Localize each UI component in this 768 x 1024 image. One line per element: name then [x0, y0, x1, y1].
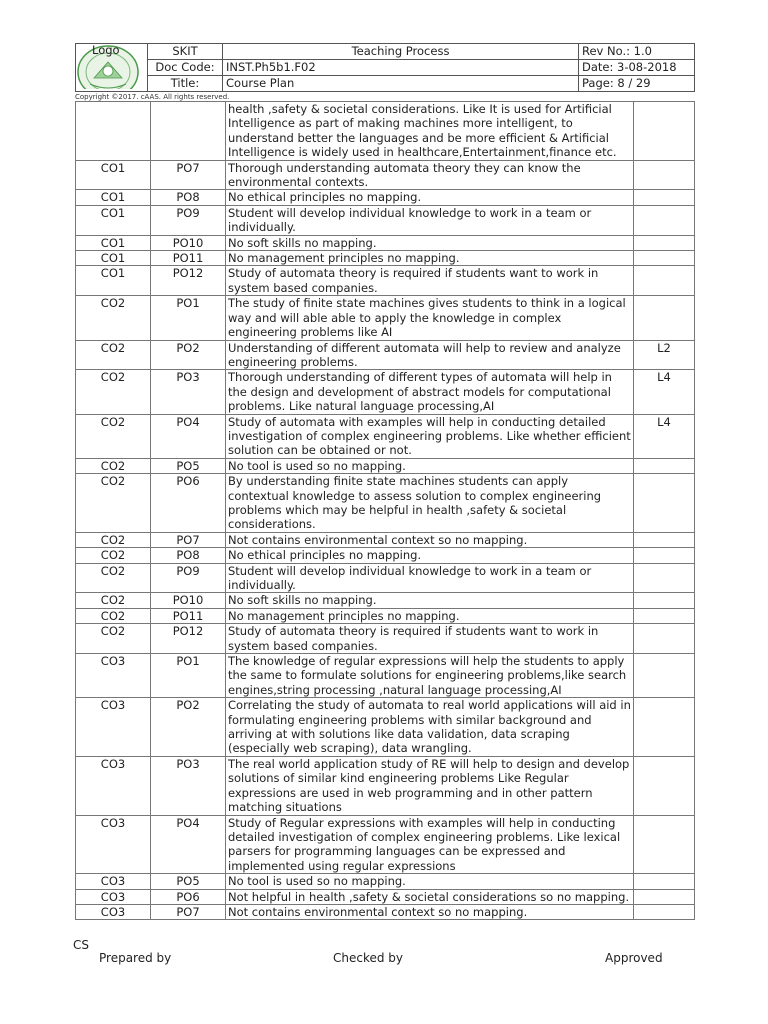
description-cell: By understanding finite state machines students can apply contextual knowledge to assess solution to complex engineering problems which may be helpful in health ,safety & societal considerations.	[226, 474, 634, 533]
po-cell: PO12	[151, 266, 226, 296]
po-cell: PO2	[151, 340, 226, 370]
level-cell	[634, 458, 695, 473]
level-cell	[634, 756, 695, 815]
table-row	[76, 458, 695, 473]
description-cell: Study of Regular expressions with examples will help in conducting detailed investigation of complex engineering problems. Like lexical parsers for programming languages can be expressed and implemented using regular expressions	[226, 815, 634, 874]
level-cell	[634, 266, 695, 296]
co-cell: CO1	[76, 160, 151, 190]
co-cell: CO3	[76, 654, 151, 698]
level-cell: L2	[634, 340, 695, 370]
table-row	[76, 563, 695, 593]
po-cell: PO4	[151, 414, 226, 458]
logo-label: Logo	[92, 44, 120, 57]
co-cell: CO2	[76, 474, 151, 533]
description-cell: Correlating the study of automata to real world applications will aid in formulating engineering problems with similar background and arriving at with solutions like data validation, data scraping (especially web scraping), data wrangling.	[226, 698, 634, 757]
co-cell: CO3	[76, 904, 151, 919]
po-cell: PO10	[151, 593, 226, 608]
header-doccode: INST.Ph5b1.F02	[223, 60, 579, 76]
po-cell: PO11	[151, 608, 226, 623]
table-row	[76, 889, 695, 904]
table-row	[76, 874, 695, 889]
level-cell	[634, 608, 695, 623]
po-cell: PO6	[151, 889, 226, 904]
po-cell: PO1	[151, 654, 226, 698]
level-cell: L4	[634, 414, 695, 458]
description-cell: No management principles no mapping.	[226, 251, 634, 266]
po-cell: PO8	[151, 190, 226, 205]
level-cell	[634, 251, 695, 266]
co-cell: CO2	[76, 608, 151, 623]
co-cell: CO2	[76, 296, 151, 340]
po-cell: PO11	[151, 251, 226, 266]
level-cell	[634, 102, 695, 161]
level-cell	[634, 190, 695, 205]
description-cell: Understanding of different automata will help to review and analyze engineering problems.	[226, 340, 634, 370]
po-cell: PO5	[151, 458, 226, 473]
description-cell: Not contains environmental context so no mapping.	[226, 904, 634, 919]
co-cell: CO1	[76, 251, 151, 266]
logo-seal	[76, 44, 148, 89]
po-cell: PO7	[151, 160, 226, 190]
table-row	[76, 548, 695, 563]
table-row	[76, 904, 695, 919]
prepared-by: Prepared by	[99, 951, 172, 965]
header-title: Course Plan	[223, 76, 579, 92]
table-row	[76, 756, 695, 815]
co-cell: CO2	[76, 548, 151, 563]
co-cell: CO2	[76, 532, 151, 547]
description-cell: Study of automata with examples will help in conducting detailed investigation of complex engineering problems. Like whether efficient solution can be obtained or not.	[226, 414, 634, 458]
header-date: Date: 3-08-2018	[579, 60, 695, 76]
co-cell: CO2	[76, 458, 151, 473]
mapping-table	[75, 101, 695, 920]
description-cell: Thorough understanding automata theory they can know the environmental contexts.	[226, 160, 634, 190]
table-row	[76, 370, 695, 414]
co-cell: CO2	[76, 624, 151, 654]
level-cell	[634, 563, 695, 593]
co-cell: CO2	[76, 340, 151, 370]
description-cell: Student will develop individual knowledge to work in a team or individually.	[226, 563, 634, 593]
level-cell	[634, 624, 695, 654]
description-cell: No ethical principles no mapping.	[226, 548, 634, 563]
co-cell: CO3	[76, 815, 151, 874]
description-cell: The knowledge of regular expressions will help the students to apply the same to formulate solutions for engineering problems,like search engines,string processing ,natural language processing,AI	[226, 654, 634, 698]
level-cell	[634, 593, 695, 608]
level-cell	[634, 160, 695, 190]
table-row	[76, 414, 695, 458]
table-row	[76, 205, 695, 235]
description-cell: No management principles no mapping.	[226, 608, 634, 623]
description-cell: The real world application study of RE will help to design and develop solutions of similar kind engineering problems Like Regular expressions are used in web programming and in other pattern matching situations	[226, 756, 634, 815]
table-row	[76, 102, 695, 161]
description-cell: No soft skills no mapping.	[226, 593, 634, 608]
table-row	[76, 608, 695, 623]
table-row	[76, 593, 695, 608]
approved: Approved	[605, 951, 663, 965]
description-cell: Study of automata theory is required if students want to work in system based companies.	[226, 624, 634, 654]
co-cell: CO3	[76, 698, 151, 757]
description-cell: No tool is used so no mapping.	[226, 874, 634, 889]
po-cell: PO12	[151, 624, 226, 654]
table-row	[76, 251, 695, 266]
level-cell	[634, 532, 695, 547]
description-cell: No soft skills no mapping.	[226, 235, 634, 250]
description-cell: health ,safety & societal considerations. Like It is used for Artificial Intelligence as part of making machines more intelligent, to understand better the languages and be more efficient & Artificial Intelligence is widely used in healthcare,Entertainment,finance etc.	[226, 102, 634, 161]
table-row	[76, 815, 695, 874]
co-cell: CO3	[76, 889, 151, 904]
co-cell: CO1	[76, 266, 151, 296]
level-cell	[634, 296, 695, 340]
po-cell: PO7	[151, 904, 226, 919]
header-rev: Rev No.: 1.0	[579, 44, 695, 60]
header-org: SKIT	[148, 44, 223, 60]
table-row	[76, 266, 695, 296]
level-cell	[634, 698, 695, 757]
co-cell: CO3	[76, 756, 151, 815]
level-cell	[634, 815, 695, 874]
level-cell	[634, 654, 695, 698]
po-cell: PO2	[151, 698, 226, 757]
description-cell: No tool is used so no mapping.	[226, 458, 634, 473]
header-process: Teaching Process	[223, 44, 579, 60]
level-cell	[634, 889, 695, 904]
footer-cs: CS	[73, 938, 89, 952]
description-cell: Study of automata theory is required if students want to work in system based companies.	[226, 266, 634, 296]
table-row	[76, 340, 695, 370]
table-row	[76, 654, 695, 698]
table-row	[76, 190, 695, 205]
table-row	[76, 624, 695, 654]
copyright-text: Copyright ©2017. cAAS. All rights reserved.	[75, 93, 230, 101]
co-cell	[76, 102, 151, 161]
description-cell: Thorough understanding of different types of automata will help in the design and development of abstract models for computational problems. Like natural language processing,AI	[226, 370, 634, 414]
level-cell: L4	[634, 370, 695, 414]
po-cell: PO4	[151, 815, 226, 874]
co-cell: CO1	[76, 190, 151, 205]
description-cell: The study of finite state machines gives students to think in a logical way and will able able to apply the knowledge in complex engineering problems like AI	[226, 296, 634, 340]
description-cell: Not contains environmental context so no mapping.	[226, 532, 634, 547]
level-cell	[634, 548, 695, 563]
description-cell: No ethical principles no mapping.	[226, 190, 634, 205]
table-row	[76, 160, 695, 190]
level-cell	[634, 235, 695, 250]
level-cell	[634, 205, 695, 235]
description-cell: Student will develop individual knowledge to work in a team or individually.	[226, 205, 634, 235]
po-cell: PO8	[151, 548, 226, 563]
co-cell: CO1	[76, 205, 151, 235]
header-table	[75, 43, 695, 92]
level-cell	[634, 474, 695, 533]
co-cell: CO2	[76, 563, 151, 593]
po-cell: PO1	[151, 296, 226, 340]
po-cell: PO9	[151, 205, 226, 235]
table-row	[76, 296, 695, 340]
co-cell: CO3	[76, 874, 151, 889]
co-cell: CO1	[76, 235, 151, 250]
table-row	[76, 474, 695, 533]
po-cell: PO6	[151, 474, 226, 533]
po-cell: PO3	[151, 756, 226, 815]
table-row	[76, 698, 695, 757]
level-cell	[634, 874, 695, 889]
checked-by: Checked by	[333, 951, 404, 965]
co-cell: CO2	[76, 593, 151, 608]
header-doccode-label: Doc Code:	[148, 60, 223, 76]
header-page: Page: 8 / 29	[579, 76, 695, 92]
header-title-label: Title:	[148, 76, 223, 92]
description-cell: Not helpful in health ,safety & societal considerations so no mapping.	[226, 889, 634, 904]
logo-cell	[76, 44, 148, 92]
table-row	[76, 235, 695, 250]
po-cell: PO9	[151, 563, 226, 593]
co-cell: CO2	[76, 414, 151, 458]
po-cell: PO10	[151, 235, 226, 250]
table-row	[76, 532, 695, 547]
co-cell: CO2	[76, 370, 151, 414]
po-cell	[151, 102, 226, 161]
po-cell: PO5	[151, 874, 226, 889]
po-cell: PO3	[151, 370, 226, 414]
level-cell	[634, 904, 695, 919]
po-cell: PO7	[151, 532, 226, 547]
